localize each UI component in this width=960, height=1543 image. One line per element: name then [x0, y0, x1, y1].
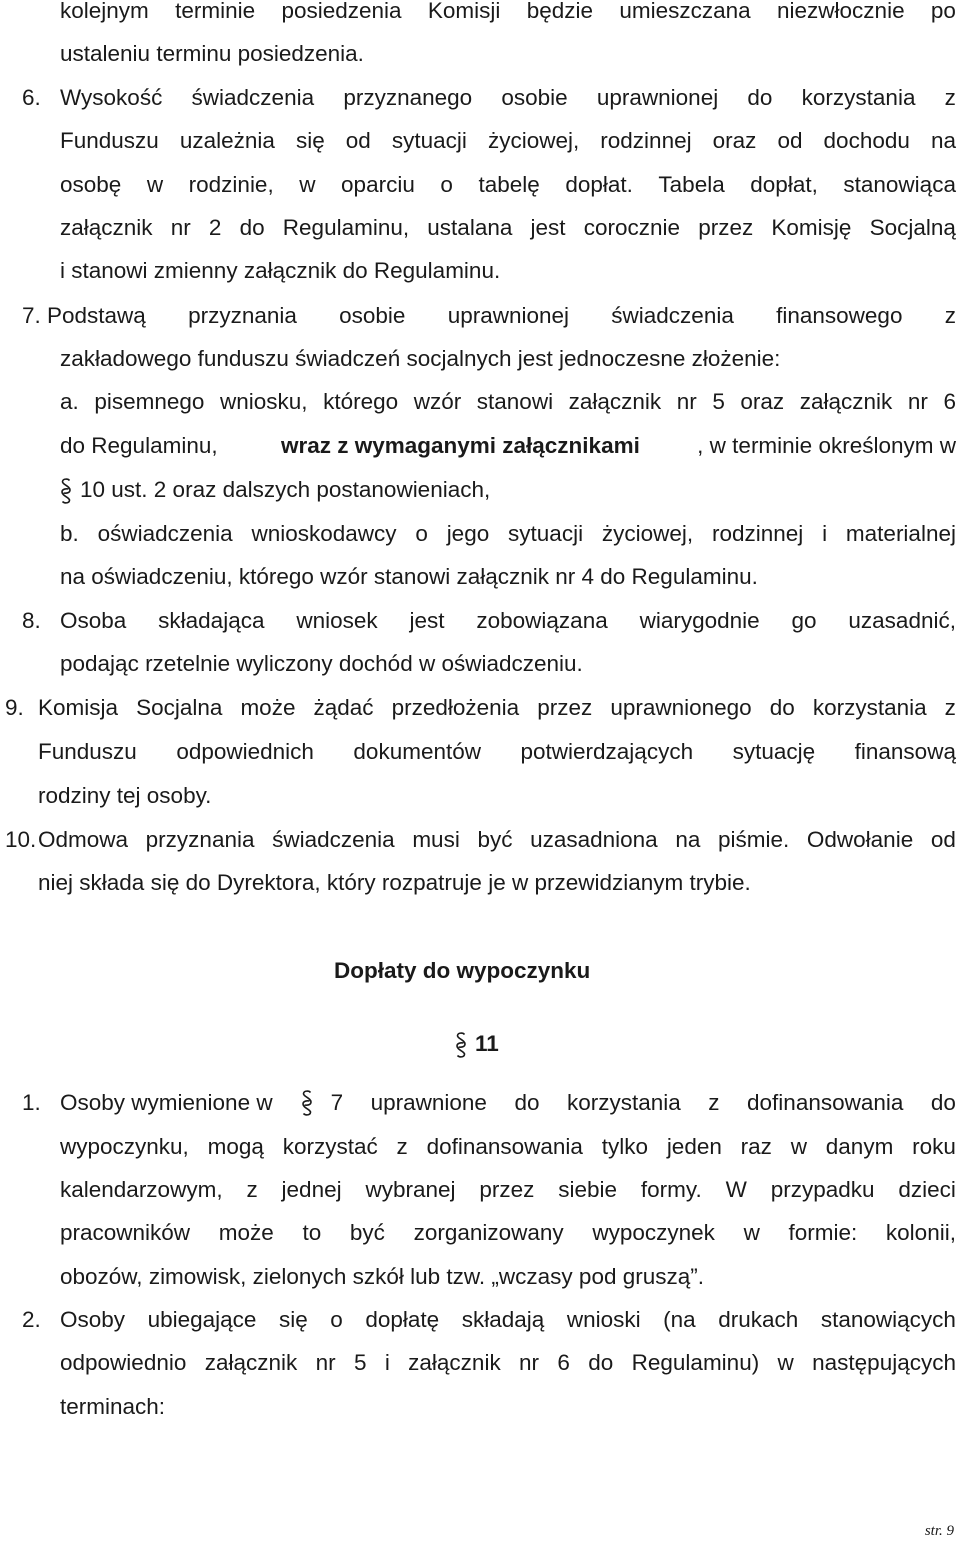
word: drukach	[718, 1307, 799, 1332]
word: 6	[557, 1350, 570, 1375]
word: może	[240, 695, 296, 720]
word: to	[302, 1220, 322, 1245]
word: być	[477, 827, 513, 852]
word: Funduszu	[38, 739, 137, 764]
word: na	[930, 128, 956, 153]
word: świadczenia	[272, 827, 395, 852]
word: oparciu	[341, 172, 415, 197]
word: uprawnione	[370, 1090, 487, 1115]
word: pisemnego	[94, 389, 205, 414]
word: go	[791, 608, 817, 633]
word: wnioskodawcy	[251, 521, 397, 546]
item-7-line-2: zakładowego funduszu świadczeń socjalnych jest jednoczesne złożenie:	[60, 346, 781, 371]
word: dokumentów	[353, 739, 481, 764]
word: raz	[740, 1134, 772, 1159]
word: korzystania	[566, 1090, 681, 1115]
word: stanowi	[476, 389, 554, 414]
word: po	[930, 0, 956, 23]
s11-item-1-line-4	[60, 1219, 956, 1247]
word: z	[396, 1134, 408, 1159]
word: osobę	[60, 172, 122, 197]
word: jego	[446, 521, 490, 546]
word: sytuacji	[391, 128, 467, 153]
word: tabelę	[478, 172, 540, 197]
word: oraz	[740, 389, 785, 414]
word: od	[930, 827, 956, 852]
word: załącznik	[408, 1350, 501, 1375]
word: Podstawą	[47, 303, 146, 328]
word: i	[384, 1350, 390, 1375]
word: uprawnionej	[596, 85, 719, 110]
word: świadczenia	[611, 303, 734, 328]
word: przyznania	[145, 827, 255, 852]
word: korzystania	[801, 85, 916, 110]
word: uzależnia	[179, 128, 275, 153]
word: rodzinnej	[600, 128, 692, 153]
word: wnioski	[566, 1307, 641, 1332]
word: życiowej,	[487, 128, 580, 153]
word: z	[944, 85, 956, 110]
word: kalendarzowym,	[60, 1177, 223, 1202]
item-10-line-2: niej składa się do Dyrektora, który rozpatruje je w przewidzianym trybie.	[38, 870, 751, 895]
word: żądać	[313, 695, 374, 720]
word: uzasadniona	[530, 827, 658, 852]
word: w	[743, 1220, 760, 1245]
word: rodzinie,	[188, 172, 274, 197]
word: wniosku,	[219, 389, 308, 414]
word: potwierdzających	[520, 739, 694, 764]
s11-item-1-line-2	[60, 1133, 956, 1161]
item-10-line-1	[38, 826, 956, 854]
word: zorganizowany	[413, 1220, 564, 1245]
item-7-number: 7.	[22, 303, 41, 328]
word: siebie	[558, 1177, 618, 1202]
word: o	[440, 172, 453, 197]
word: jednej	[281, 1177, 342, 1202]
word: corocznie	[583, 215, 681, 240]
section-heading: Dopłaty do wypoczynku	[334, 958, 591, 983]
item-6-line-1	[60, 84, 956, 112]
word: na	[675, 827, 701, 852]
s11-item-1-line-5: obozów, zimowisk, zielonych szkół lub tzw. „wczasy pod gruszą”.	[60, 1264, 704, 1289]
word: danym	[825, 1134, 894, 1159]
word: osobie	[501, 85, 568, 110]
word: tylko	[601, 1134, 649, 1159]
word: z	[944, 303, 956, 328]
word: W	[725, 1177, 747, 1202]
word: w	[777, 1350, 794, 1375]
item-6-line-4	[60, 214, 956, 242]
word: kolejnym	[60, 0, 149, 23]
intro-line-1	[60, 0, 956, 25]
word: załącznik	[204, 1350, 298, 1375]
word: przedłożenia	[391, 695, 520, 720]
word: Funduszu	[60, 128, 159, 153]
item-7a-line-2	[60, 432, 956, 460]
word: przypadku	[770, 1177, 875, 1202]
word: 7	[330, 1090, 344, 1115]
item-8-line-1	[60, 607, 956, 635]
s11-item-1-line-1-post	[331, 1089, 956, 1117]
s11-item-2-number: 2.	[22, 1307, 41, 1332]
word: jeden	[666, 1134, 722, 1159]
item-7a-line-2-post: , w terminie określonym w	[697, 433, 956, 458]
word: z	[708, 1090, 720, 1115]
word: odpowiednio	[60, 1350, 187, 1375]
word: Komisji	[427, 0, 501, 23]
word: finansowego	[776, 303, 903, 328]
item-10-number: 10.	[5, 827, 37, 852]
word: nr	[676, 389, 697, 414]
word: dochodu	[823, 128, 910, 153]
word: zobowiązana	[476, 608, 608, 633]
word: dofinansowania	[747, 1090, 904, 1115]
item-7a-attachments-bold: wraz z wymaganymi załącznikami	[280, 433, 640, 458]
word: załącznik	[568, 389, 662, 414]
word: z	[246, 1177, 258, 1202]
word: dopłatę	[365, 1307, 440, 1332]
word: się	[295, 128, 325, 153]
word: nr	[907, 389, 928, 414]
word: załącznik	[60, 215, 153, 240]
word: sytuacji	[508, 521, 584, 546]
s11-item-1-line-3	[60, 1176, 956, 1204]
word: uzasadnić,	[848, 608, 956, 633]
word: sytuację	[732, 739, 816, 764]
word: będzie	[526, 0, 594, 23]
word: o	[330, 1307, 343, 1332]
word: przez	[479, 1177, 535, 1202]
item-8-line-2: podając rzetelnie wyliczony dochód w oświadczeniu.	[60, 651, 583, 676]
word: Regulaminu)	[631, 1350, 760, 1375]
word: ustalana	[427, 215, 513, 240]
s11-item-1-line-1	[60, 1089, 956, 1117]
word: niezwłocznie	[777, 0, 905, 23]
item-9-line-1	[38, 694, 956, 722]
word: materialnej	[845, 521, 956, 546]
word: Socjalna	[136, 695, 223, 720]
s11-item-1-number: 1.	[22, 1090, 41, 1115]
item-8-number: 8.	[22, 608, 41, 633]
word: jest	[409, 608, 445, 633]
word: przez	[537, 695, 593, 720]
word: 5	[353, 1350, 367, 1375]
word: składają	[461, 1307, 545, 1332]
item-7-line-1	[47, 302, 956, 330]
word: piśmie.	[717, 827, 790, 852]
word: do	[747, 85, 773, 110]
word: z	[944, 695, 956, 720]
word: wzór	[413, 389, 462, 414]
word: nr	[315, 1350, 336, 1375]
word: do	[588, 1350, 614, 1375]
word: przyznanego	[343, 85, 473, 110]
page-number: str. 9	[924, 1523, 954, 1539]
word: od	[345, 128, 371, 153]
section-number-text: 11	[475, 1031, 499, 1056]
word: Odwołanie	[806, 827, 914, 852]
word: do	[930, 1090, 956, 1115]
word: finansową	[854, 739, 956, 764]
word: uprawnionego	[610, 695, 752, 720]
word: Odmowa	[38, 827, 129, 852]
word: nr	[170, 215, 191, 240]
word: kolonii,	[885, 1220, 956, 1245]
word: musi	[412, 827, 460, 852]
word: następujących	[812, 1350, 956, 1375]
s11-item-2-line-1	[60, 1306, 956, 1334]
item-7a-line-1	[60, 388, 956, 416]
word: odpowiednich	[176, 739, 314, 764]
item-7a-line-2-pre: do Regulaminu,	[60, 433, 218, 458]
word: korzystać	[282, 1134, 378, 1159]
word: mogą	[207, 1134, 264, 1159]
word: i	[822, 521, 828, 546]
word: może	[218, 1220, 274, 1245]
word: terminie	[175, 0, 256, 23]
word: Tabela	[658, 172, 725, 197]
word: Regulaminu,	[282, 215, 410, 240]
word: Socjalną	[869, 215, 956, 240]
item-7b-line-1	[60, 520, 956, 548]
item-9-number: 9.	[5, 695, 24, 720]
word: do	[239, 215, 265, 240]
item-9-line-3: rodziny tej osoby.	[38, 783, 212, 808]
word: (na	[663, 1307, 696, 1332]
word: b.	[60, 521, 79, 546]
word: dzieci	[898, 1177, 956, 1202]
word: oświadczenia	[97, 521, 233, 546]
word: formy.	[640, 1177, 702, 1202]
word: stanowiąca	[843, 172, 956, 197]
word: ubiegające	[147, 1307, 257, 1332]
word: być	[349, 1220, 385, 1245]
word: którego	[323, 389, 399, 414]
word: świadczenia	[191, 85, 315, 110]
item-6-line-3	[60, 171, 956, 199]
item-7a-line-3	[60, 476, 490, 505]
word: przyznania	[188, 303, 297, 328]
word: o	[415, 521, 428, 546]
word: 6	[943, 389, 956, 414]
word: korzystania	[812, 695, 927, 720]
word: rodzinnej	[711, 521, 804, 546]
section-sign-icon	[301, 1089, 313, 1117]
word: stanowiących	[820, 1307, 956, 1332]
item-6-line-2	[60, 127, 956, 155]
word: 5	[712, 389, 725, 414]
word: w	[146, 172, 164, 197]
word: nr	[519, 1350, 540, 1375]
item-6-number: 6.	[22, 85, 41, 110]
word: posiedzenia	[281, 0, 402, 23]
word: składająca	[158, 608, 265, 633]
section-number	[455, 1030, 499, 1059]
word: życiowej,	[601, 521, 694, 546]
word: pracowników	[60, 1220, 191, 1245]
word: Osoby	[60, 1307, 126, 1332]
word: 2	[208, 215, 222, 240]
item-7b-line-2: na oświadczeniu, którego wzór stanowi załącznik nr 4 do Regulaminu.	[60, 564, 758, 589]
word: umieszczana	[619, 0, 751, 23]
word: załącznik	[799, 389, 893, 414]
s11-item-1-line-1-pre: Osoby wymienione w	[60, 1090, 273, 1115]
section-sign-icon	[455, 1031, 467, 1059]
word: wiarygodnie	[639, 608, 760, 633]
word: dofinansowania	[426, 1134, 583, 1159]
item-7a-line-3-text: 10 ust. 2 oraz dalszych postanowieniach,	[80, 477, 491, 502]
word: Wysokość	[60, 85, 163, 110]
word: formie:	[788, 1220, 858, 1245]
word: wypoczynku,	[60, 1134, 189, 1159]
word: wniosek	[296, 608, 378, 633]
word: Komisja	[38, 695, 119, 720]
word: oraz	[712, 128, 757, 153]
section-sign-icon	[60, 477, 72, 505]
word: do	[514, 1090, 540, 1115]
word: dopłat.	[565, 172, 633, 197]
word: Osoba	[60, 608, 127, 633]
word: w	[790, 1134, 807, 1159]
word: dopłat,	[750, 172, 818, 197]
intro-line-2: ustaleniu terminu posiedzenia.	[60, 41, 364, 66]
word: uprawnionej	[447, 303, 570, 328]
word: w	[299, 172, 316, 197]
item-6-line-5: i stanowi zmienny załącznik do Regulaminu.	[60, 258, 501, 283]
word: się	[278, 1307, 308, 1332]
word: wybranej	[365, 1177, 456, 1202]
s11-item-2-line-3: terminach:	[60, 1394, 166, 1419]
word: jest	[530, 215, 566, 240]
word: Komisję	[771, 215, 852, 240]
word: wypoczynek	[592, 1220, 715, 1245]
word: a.	[60, 389, 79, 414]
word: przez	[698, 215, 754, 240]
word: osobie	[339, 303, 406, 328]
word: roku	[912, 1134, 956, 1159]
item-9-line-2	[38, 738, 956, 766]
word: do	[769, 695, 795, 720]
s11-item-2-line-2	[60, 1349, 956, 1377]
word: od	[777, 128, 803, 153]
